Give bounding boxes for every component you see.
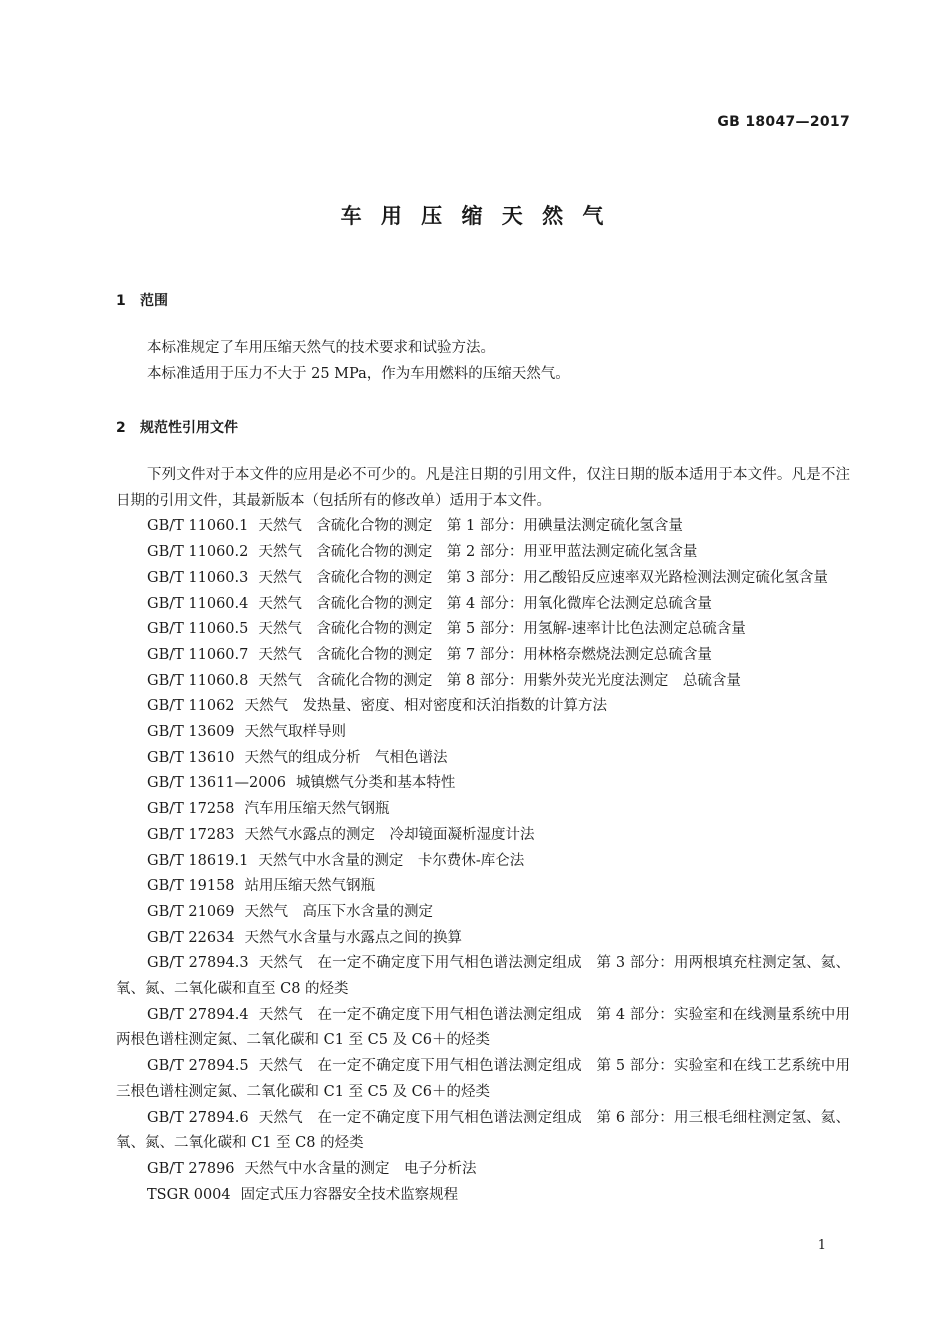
- reference-title: 天然气 含硫化合物的测定 第 3 部分：用乙酸铅反应速率双光路检测法测定硫化氢含量: [258, 569, 828, 586]
- reference-title: 天然气 高压下水含量的测定: [244, 903, 434, 920]
- reference-item: [116, 951, 850, 1002]
- reference-code: GB/T 11060.8: [147, 672, 249, 689]
- reference-title: 天然气 在一定不确定度下用气相色谱法测定组成 第 5 部分：实验室和在线工艺系统中用三根色谱柱测定氮、二氧化碳和 C1 至 C5 及 C6＋的烃类: [116, 1058, 850, 1100]
- reference-code: GB/T 27894.4: [147, 1006, 249, 1023]
- reference-title: 天然气 含硫化合物的测定 第 1 部分：用碘量法测定硫化氢含量: [258, 518, 683, 535]
- reference-title: 天然气的组成分析 气相色谱法: [244, 749, 448, 766]
- reference-title: 天然气 在一定不确定度下用气相色谱法测定组成 第 3 部分：用两根填充柱测定氢、氦、氧、氮、二氧化碳和直至 C8 的烃类: [116, 955, 850, 998]
- reference-code: GB/T 11060.5: [147, 621, 249, 638]
- reference-code: GB/T 18619.1: [147, 852, 249, 869]
- reference-item: [116, 566, 850, 592]
- reference-title: 天然气取样导则: [244, 724, 347, 741]
- intro-paragraph: 下列文件对于本文件的应用是必不可少的。凡是注日期的引用文件，仅注日期的版本适用于本文件。凡是不注日期的引用文件，其最新版本（包括所有的修改单）适用于本文件。: [116, 467, 850, 509]
- reference-item: [116, 849, 850, 875]
- reference-title: 天然气 在一定不确定度下用气相色谱法测定组成 第 4 部分：实验室和在线测量系统中用两根色谱柱测定氮、二氧化碳和 C1 至 C5 及 C6＋的烃类: [116, 1006, 850, 1049]
- reference-code: GB/T 17283: [147, 826, 235, 843]
- reference-item: [116, 926, 850, 952]
- reference-item: [116, 643, 850, 669]
- reference-item: [116, 874, 850, 900]
- reference-code: GB/T 19158: [147, 878, 235, 895]
- reference-code: GB/T 27894.3: [147, 955, 249, 972]
- scope-body: [116, 336, 850, 387]
- reference-title: 站用压缩天然气钢瓶: [244, 878, 376, 895]
- reference-title: 天然气中水含量的测定 卡尔费休-库仑法: [258, 852, 525, 869]
- reference-code: GB/T 22634: [147, 929, 235, 946]
- reference-item: [116, 823, 850, 849]
- reference-title: 天然气 发热量、密度、相对密度和沃泊指数的计算方法: [244, 698, 608, 715]
- section-number: 1: [116, 293, 126, 309]
- reference-code: GB/T 27896: [147, 1160, 235, 1177]
- reference-item: [116, 694, 850, 720]
- section-1-heading: [116, 290, 168, 310]
- reference-title: 天然气 含硫化合物的测定 第 4 部分：用氧化微库仑法测定总硫含量: [258, 595, 712, 612]
- reference-item: [116, 1157, 850, 1183]
- reference-code: GB/T 11062: [147, 698, 235, 715]
- reference-title: 天然气 含硫化合物的测定 第 2 部分：用亚甲蓝法测定硫化氢含量: [258, 544, 698, 561]
- paragraph: 本标准适用于压力不大于 25 MPa，作为车用燃料的压缩天然气。: [147, 365, 570, 382]
- reference-code: TSGR 0004: [147, 1186, 231, 1203]
- reference-code: GB/T 13609: [147, 724, 235, 741]
- reference-item: [116, 617, 850, 643]
- reference-item: [116, 592, 850, 618]
- reference-title: 天然气水露点的测定 冷却镜面凝析湿度计法: [244, 826, 535, 843]
- reference-item: [116, 720, 850, 746]
- reference-title: 天然气 含硫化合物的测定 第 5 部分：用氢解-速率计比色法测定总硫含量: [258, 621, 746, 638]
- reference-code: GB/T 11060.2: [147, 544, 249, 561]
- reference-item: [116, 669, 850, 695]
- reference-item: [116, 746, 850, 772]
- reference-item: [116, 771, 850, 797]
- reference-code: GB/T 11060.1: [147, 518, 249, 535]
- reference-item: [116, 900, 850, 926]
- paragraph: 本标准规定了车用压缩天然气的技术要求和试验方法。: [147, 340, 495, 356]
- reference-item: [116, 1054, 850, 1105]
- reference-item: [116, 1106, 850, 1157]
- reference-code: GB/T 11060.3: [147, 569, 249, 586]
- reference-title: 天然气水含量与水露点之间的换算: [244, 929, 463, 946]
- reference-title: 天然气中水含量的测定 电子分析法: [244, 1160, 477, 1177]
- reference-code: GB/T 27894.5: [147, 1058, 249, 1075]
- section-title: 范围: [140, 293, 168, 309]
- document-title: 车 用 压 缩 天 然 气: [340, 204, 610, 228]
- reference-item: [116, 540, 850, 566]
- reference-item: [116, 1183, 850, 1209]
- reference-title: 天然气 含硫化合物的测定 第 8 部分：用紫外荧光光度法测定 总硫含量: [258, 672, 741, 689]
- page-number: 1: [817, 1238, 826, 1253]
- reference-title: 天然气 在一定不确定度下用气相色谱法测定组成 第 6 部分：用三根毛细柱测定氢、氦、氧、氮、二氧化碳和 C1 至 C8 的烃类: [116, 1109, 850, 1152]
- reference-code: GB/T 13611—2006: [147, 775, 286, 792]
- reference-title: 汽车用压缩天然气钢瓶: [244, 801, 390, 818]
- section-title: 规范性引用文件: [140, 420, 238, 436]
- reference-title: 城镇燃气分类和基本特性: [295, 775, 456, 792]
- reference-code: GB/T 11060.7: [147, 646, 249, 663]
- reference-code: GB/T 11060.4: [147, 595, 249, 612]
- reference-title: 天然气 含硫化合物的测定 第 7 部分：用林格奈燃烧法测定总硫含量: [258, 646, 712, 663]
- section-2-heading: [116, 417, 238, 437]
- reference-item: [116, 1003, 850, 1054]
- reference-code: GB/T 21069: [147, 903, 235, 920]
- reference-title: 固定式压力容器安全技术监察规程: [240, 1186, 459, 1203]
- section-number: 2: [116, 420, 126, 436]
- reference-code: GB/T 27894.6: [147, 1109, 249, 1126]
- normative-references-body: [116, 463, 850, 1208]
- reference-item: [116, 797, 850, 823]
- reference-item: [116, 514, 850, 540]
- reference-code: GB/T 13610: [147, 749, 235, 766]
- reference-code: GB/T 17258: [147, 801, 235, 818]
- standard-code: GB 18047—2017: [717, 114, 850, 130]
